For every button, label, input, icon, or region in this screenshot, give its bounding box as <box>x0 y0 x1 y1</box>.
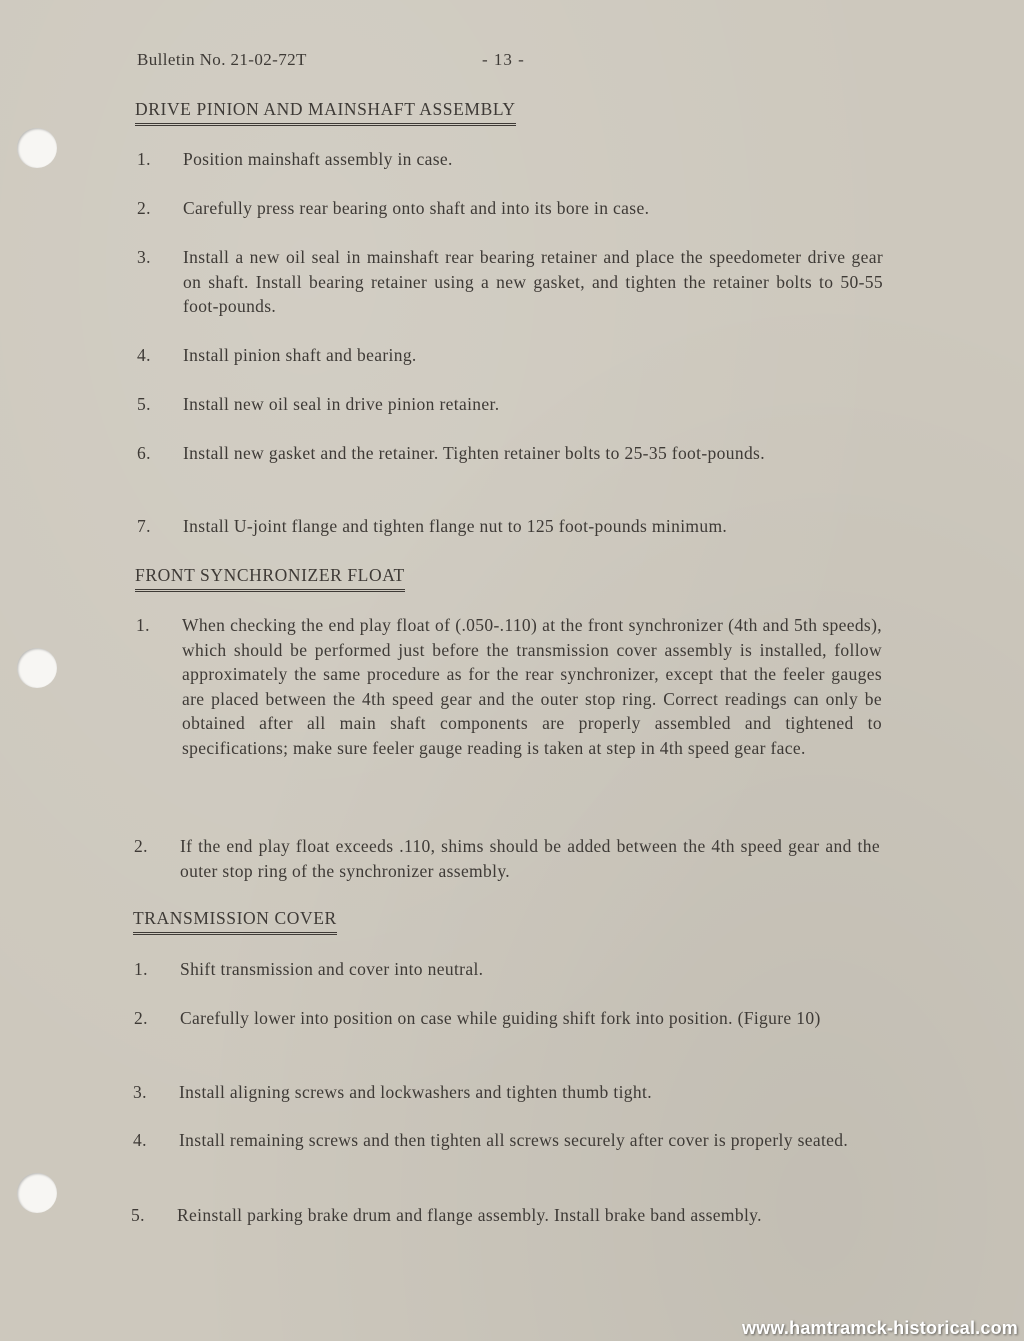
page-number: - 13 - <box>482 50 525 69</box>
step-text: Install remaining screws and then tighten all screws securely after cover is properly seated. <box>179 1130 849 1150</box>
step-text: Position mainshaft assembly in case. <box>183 149 453 169</box>
step-text: Carefully press rear bearing onto shaft and into its bore in case. <box>183 198 650 218</box>
step-text: Install new gasket and the retainer. Tighten retainer bolts to 25-35 foot-pounds. <box>183 443 765 463</box>
step-number: 3. <box>137 247 151 267</box>
step-text: Carefully lower into position on case while guiding shift fork into position. (Figure 10) <box>180 1008 821 1028</box>
step-number: 2. <box>134 836 148 856</box>
step-text: Shift transmission and cover into neutral. <box>180 959 484 979</box>
punch-hole-bottom <box>17 1173 57 1213</box>
step-number: 5. <box>131 1205 145 1225</box>
step-text: Install new oil seal in drive pinion retainer. <box>183 394 500 414</box>
punch-hole-top <box>17 128 57 168</box>
watermark: www.hamtramck-historical.com <box>741 1318 1018 1338</box>
punch-hole-middle <box>17 648 57 688</box>
step-text: Reinstall parking brake drum and flange assembly. Install brake band assembly. <box>177 1205 762 1225</box>
step-number: 2. <box>137 198 151 218</box>
step-number: 3. <box>133 1082 147 1102</box>
step-number: 2. <box>134 1008 148 1028</box>
step-text: When checking the end play float of (.050-.110) at the front synchronizer (4th and 5th speeds), which should be performed just before the transmission cover assembly is installed, follow approximately the same procedure as for the rear synchronizer, except that the feeler gauges are placed between the 4th speed gear and the outer stop ring. Correct readings can only be obtained after all main shaft components are properly assembled and tightened to specifications; make sure feeler gauge reading is taken at step in 4th speed gear face. <box>182 615 882 758</box>
step-text: Install U-joint flange and tighten flange nut to 125 foot-pounds minimum. <box>183 516 728 536</box>
bulletin-number: Bulletin No. 21-02-72T <box>137 50 307 69</box>
section-heading-front-synchronizer: FRONT SYNCHRONIZER FLOAT <box>135 565 405 592</box>
section-heading-transmission-cover: TRANSMISSION COVER <box>133 908 337 935</box>
step-number: 1. <box>136 615 150 635</box>
step-number: 4. <box>133 1130 147 1150</box>
step-text: Install aligning screws and lockwashers and tighten thumb tight. <box>179 1082 652 1102</box>
section-heading-drive-pinion: DRIVE PINION AND MAINSHAFT ASSEMBLY <box>135 99 516 126</box>
step-number: 7. <box>137 516 151 536</box>
step-number: 4. <box>137 345 151 365</box>
step-number: 1. <box>134 959 148 979</box>
step-number: 5. <box>137 394 151 414</box>
step-text: If the end play float exceeds .110, shims should be added between the 4th speed gear and the outer stop ring of the synchronizer assembly. <box>180 836 880 881</box>
step-text: Install a new oil seal in mainshaft rear bearing retainer and place the speedometer drive gear on shaft. Install bearing retainer using a new gasket, and tighten the retainer bolts to 50-55 foot-pounds. <box>183 247 883 316</box>
step-number: 1. <box>137 149 151 169</box>
step-number: 6. <box>137 443 151 463</box>
step-text: Install pinion shaft and bearing. <box>183 345 417 365</box>
